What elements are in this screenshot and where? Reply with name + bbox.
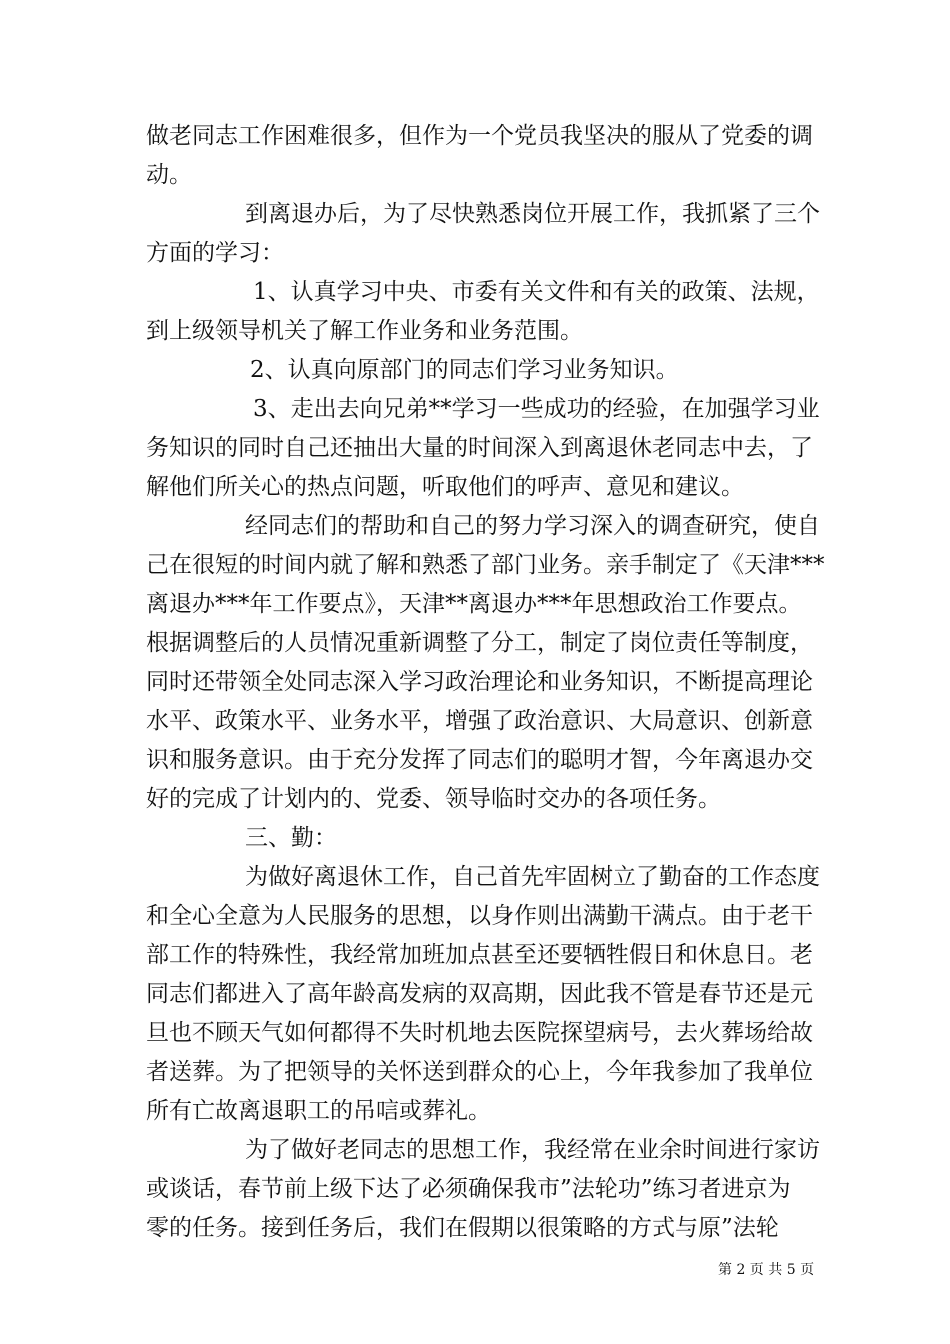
text-line: 方面的学习： <box>146 240 284 266</box>
paragraph-start-line: 到离退办后，为了尽快熟悉岗位开展工作，我抓紧了三个 <box>245 201 820 227</box>
text-line: 动。 <box>146 162 192 188</box>
list-item-3-line: 3、走出去向兄弟**学习一些成功的经验，在加强学习业 <box>253 396 820 422</box>
text-line: 或谈话，春节前上级下达了必须确保我市”法轮功”练习者进京为 <box>146 1176 791 1202</box>
text-line: 离退办***年工作要点》，天津**离退办***年思想政治工作要点。 <box>146 591 802 617</box>
text-line: 旦也不顾天气如何都得不失时机地去医院探望病号，去火葬场给故 <box>146 1020 813 1046</box>
list-item-1-line: 1、认真学习中央、市委有关文件和有关的政策、法规， <box>253 279 820 305</box>
text-line: 做老同志工作困难很多，但作为一个党员我坚决的服从了党委的调 <box>146 123 813 149</box>
paragraph-start-line: 经同志们的帮助和自己的努力学习深入的调查研究，使自 <box>245 513 820 539</box>
text-line: 同时还带领全处同志深入学习政治理论和业务知识，不断提高理论 <box>146 669 813 695</box>
text-line: 者送葬。为了把领导的关怀送到群众的心上，今年我参加了我单位 <box>146 1059 813 1085</box>
paragraph-start-line: 为做好离退休工作，自己首先牢固树立了勤奋的工作态度 <box>245 864 820 890</box>
body-text <box>146 117 825 1248</box>
list-item-2-line: 2、认真向原部门的同志们学习业务知识。 <box>250 357 679 383</box>
text-line: 解他们所关心的热点问题，听取他们的呼声、意见和建议。 <box>146 474 744 500</box>
page-number-footer: 第 2 页 共 5 页 <box>718 1262 815 1278</box>
text-line: 务知识的同时自己还抽出大量的时间深入到离退休老同志中去，了 <box>146 435 813 461</box>
text-line: 好的完成了计划内的、党委、领导临时交办的各项任务。 <box>146 786 721 812</box>
text-line: 根据调整后的人员情况重新调整了分工，制定了岗位责任等制度， <box>146 630 813 656</box>
text-line: 所有亡故离退职工的吊唁或葬礼。 <box>146 1098 491 1124</box>
text-line: 到上级领导机关了解工作业务和业务范围。 <box>146 318 583 344</box>
paragraph-start-line: 为了做好老同志的思想工作，我经常在业余时间进行家访 <box>245 1137 820 1163</box>
text-line: 同志们都进入了高年龄高发病的双高期，因此我不管是春节还是元 <box>146 981 813 1007</box>
text-line: 部工作的特殊性，我经常加班加点甚至还要牺牲假日和休息日。老 <box>146 942 813 968</box>
text-line: 零的任务。接到任务后，我们在假期以很策略的方式与原”法轮 <box>146 1215 779 1241</box>
text-line: 己在很短的时间内就了解和熟悉了部门业务。亲手制定了《天津*** <box>146 552 825 578</box>
text-line: 识和服务意识。由于充分发挥了同志们的聪明才智，今年离退办交 <box>146 747 813 773</box>
text-line: 和全心全意为人民服务的思想，以身作则出满勤干满点。由于老干 <box>146 903 813 929</box>
section-heading: 三、勤： <box>245 825 337 851</box>
text-line: 水平、政策水平、业务水平，增强了政治意识、大局意识、创新意 <box>146 708 813 734</box>
